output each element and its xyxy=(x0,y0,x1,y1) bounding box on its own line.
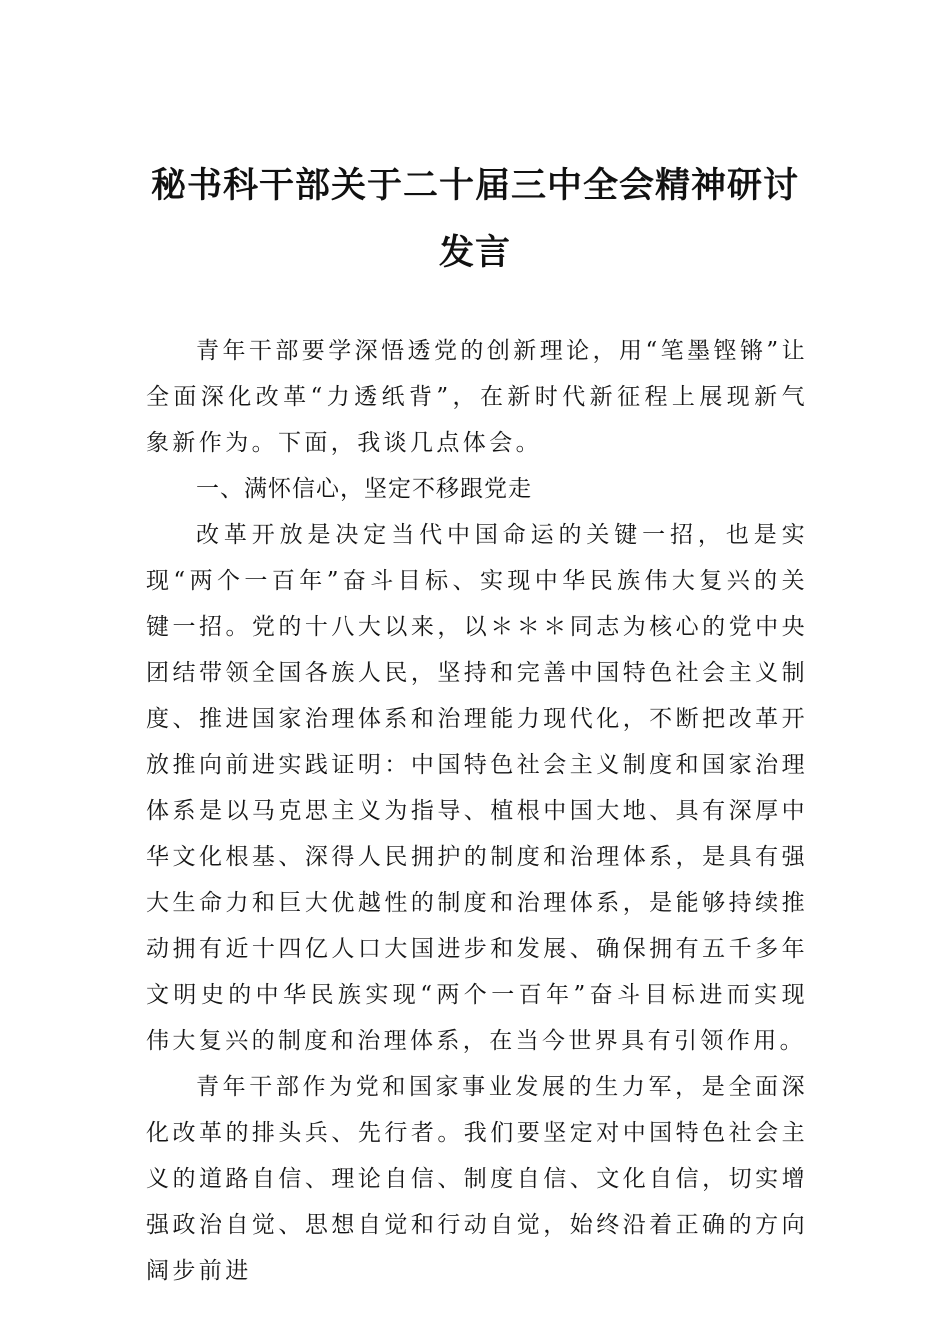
title-line-2: 发言 xyxy=(438,232,511,273)
section-1-paragraph-1: 改革开放是决定当代中国命运的关键一招，也是实现“两个一百年”奋斗目标、实现中华民族伟大复兴的关键一招。党的十八大以来，以＊＊＊同志为核心的党中央团结带领全国各族人民，坚持和完善中国特色社会主义制度、推进国家治理体系和治理能力现代化，不断把改革开放推向前进实践证明：中国特色社会主义制度和国家治理体系是以马克思主义为指导、植根中国大地、具有深厚中华文化根基、深得人民拥护的制度和治理体系，是具有强大生命力和巨大优越性的制度和治理体系，是能够持续推动拥有近十四亿人口大国进步和发展、确保拥有五千多年文明史的中华民族实现“两个一百年”奋斗目标进而实现伟大复兴的制度和治理体系，在当今世界具有引领作用。 xyxy=(146,522,808,1054)
document-body xyxy=(146,328,808,1294)
section-heading-1: 一、满怀信心，坚定不移跟党走 xyxy=(196,476,532,502)
title-line-1: 秘书科干部关于二十届三中全会精神研讨 xyxy=(150,165,799,206)
intro-paragraph: 青年干部要学深悟透党的创新理论，用“笔墨铿锵”让全面深化改革“力透纸背”，在新时代新征程上展现新气象新作为。下面，我谈几点体会。 xyxy=(146,338,808,456)
section-1-paragraph-2: 青年干部作为党和国家事业发展的生力军，是全面深化改革的排头兵、先行者。我们要坚定对中国特色社会主义的道路自信、理论自信、制度自信、文化自信，切实增强政治自觉、思想自觉和行动自觉，始终沿着正确的方向阔步前进 xyxy=(146,1074,808,1284)
document-title xyxy=(120,152,830,286)
